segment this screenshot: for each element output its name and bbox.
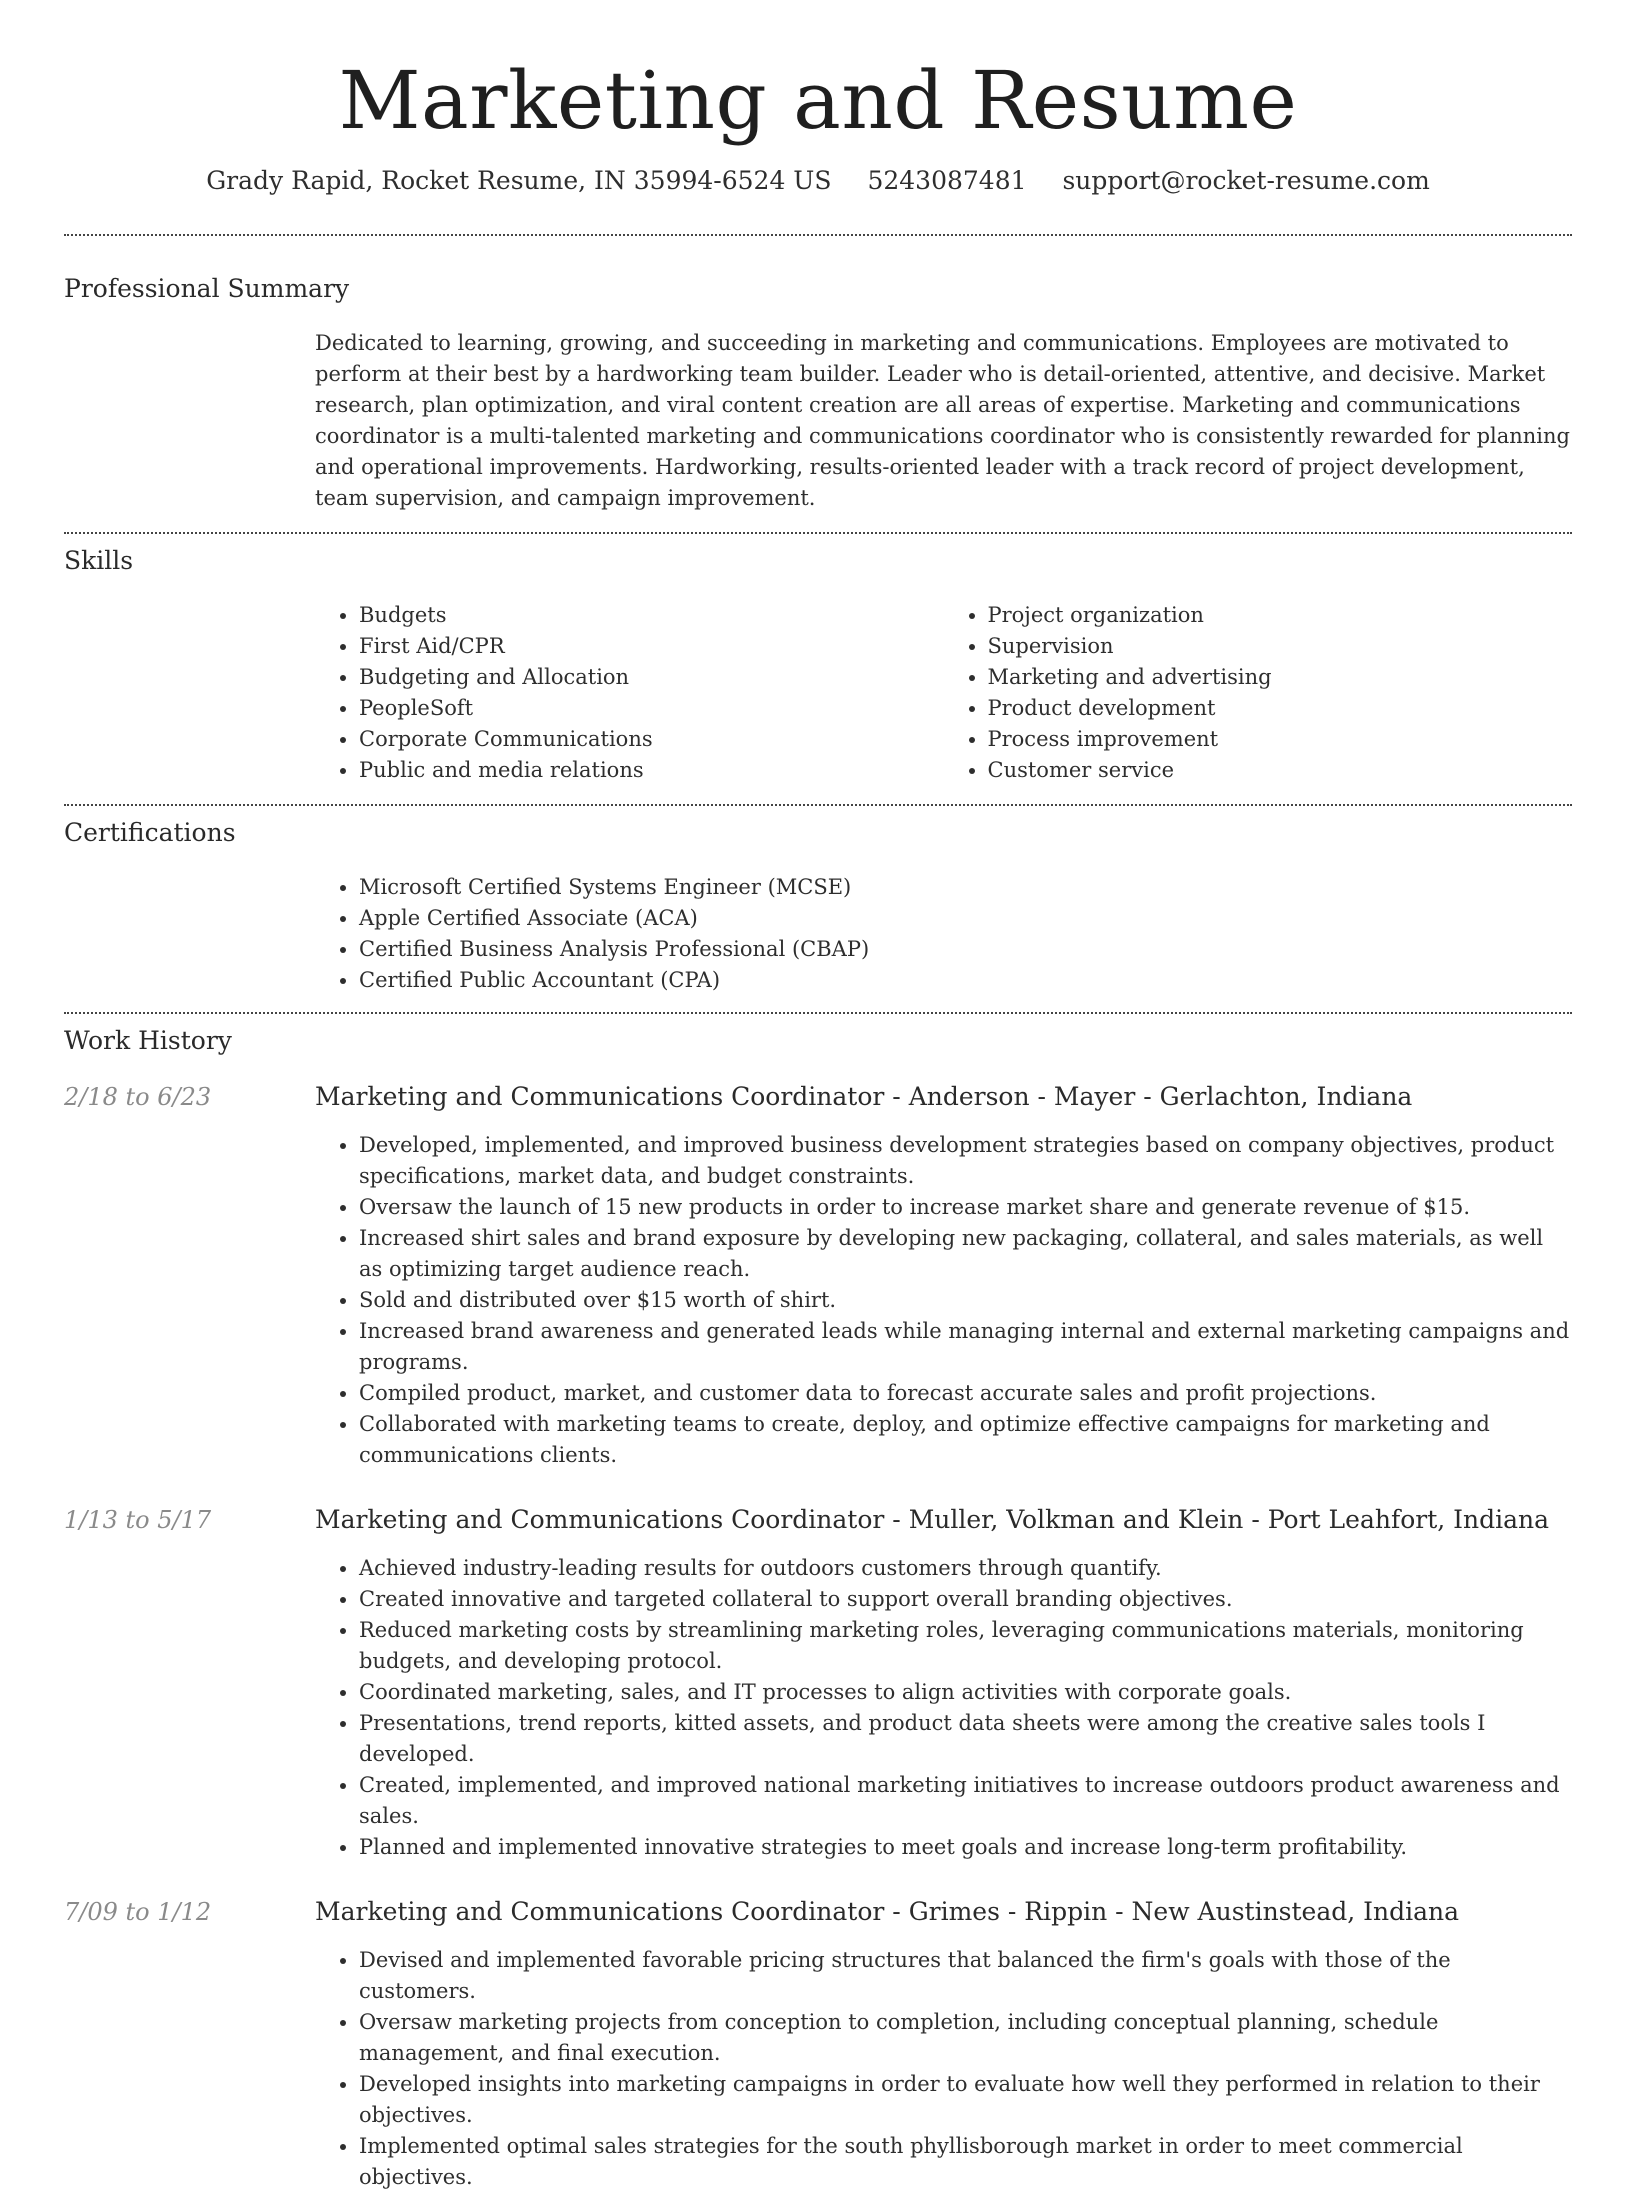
list-item: • Microsoft Certified Systems Engineer (MCSE) xyxy=(359,872,1572,903)
list-item: • Corporate Communications xyxy=(359,724,944,755)
list-item: • Coordinated marketing, sales, and IT processes to align activities with corporate goals. xyxy=(359,1677,1572,1708)
list-item: • Compiled product, market, and customer data to forecast accurate sales and profit projections. xyxy=(359,1378,1572,1409)
job-dates: 7/09 to 1/12 xyxy=(64,1898,212,1926)
divider xyxy=(64,804,1572,806)
certifications-content xyxy=(315,872,1572,996)
skills-content xyxy=(315,600,1572,786)
list-item: • Increased shirt sales and brand exposure by developing new packaging, collateral, and sales materials, as well as optimizing target audience reach. xyxy=(359,1223,1572,1285)
divider xyxy=(64,234,1572,236)
job-entry xyxy=(64,1082,1572,1471)
summary-heading: Professional Summary xyxy=(64,274,350,303)
certifications-heading: Certifications xyxy=(64,818,236,847)
job-title: Marketing and Communications Coordinator - Anderson - Mayer - Gerlachton, Indiana xyxy=(315,1082,1413,1111)
summary-text: Dedicated to learning, growing, and succeeding in marketing and communications. Employees are motivated to perform at their best by a hardworking team builder. Leader who is detail-oriented, attentive, and decisive. Market research, plan optimization, and viral content creation are all areas of expertise. Marketing and communications coordinator is a multi-talented marketing and communications coordinator who is consistently rewarded for planning and operational improvements. Hardworking, results-oriented leader with a track record of project development, team supervision, and campaign improvement. xyxy=(315,331,1570,510)
list-item: • Devised and implemented favorable pricing structures that balanced the firm's goals with those of the customers. xyxy=(359,1945,1572,2007)
list-item: • Certified Public Accountant (CPA) xyxy=(359,965,1572,996)
list-item: • Product development xyxy=(988,693,1573,724)
divider xyxy=(64,532,1572,534)
list-item: • Increased brand awareness and generated leads while managing internal and external marketing campaigns and programs. xyxy=(359,1316,1572,1378)
certifications-list xyxy=(315,872,1572,996)
list-item: • Developed insights into marketing campaigns in order to evaluate how well they performed in relation to their objectives. xyxy=(359,2069,1572,2131)
list-item: • Created innovative and targeted collateral to support overall branding objectives. xyxy=(359,1584,1572,1615)
divider xyxy=(64,1012,1572,1014)
contact-line xyxy=(64,166,1572,196)
list-item: • Process improvement xyxy=(988,724,1573,755)
list-item: • Planned and implemented innovative strategies to meet goals and increase long-term profitability. xyxy=(359,1832,1572,1863)
skills-section xyxy=(64,546,1572,786)
resume-title: Marketing and Resume xyxy=(338,54,1298,147)
list-item: • Public and media relations xyxy=(359,755,944,786)
job-bullets xyxy=(315,1553,1572,1863)
job-body xyxy=(315,1082,1572,1471)
list-item: • Certified Business Analysis Professional (CBAP) xyxy=(359,934,1572,965)
job-bullets xyxy=(315,1945,1572,2193)
summary-section xyxy=(64,274,1572,514)
job-body xyxy=(315,1897,1572,2193)
list-item: • Sold and distributed over $15 worth of shirt. xyxy=(359,1285,1572,1316)
job-title: Marketing and Communications Coordinator - Muller, Volkman and Klein - Port Leahfort, Indiana xyxy=(315,1505,1550,1534)
list-item: • Developed, implemented, and improved business development strategies based on company objectives, product specifications, market data, and budget constraints. xyxy=(359,1130,1572,1192)
job-bullets xyxy=(315,1130,1572,1471)
list-item: • First Aid/CPR xyxy=(359,631,944,662)
list-item: • Oversaw marketing projects from conception to completion, including conceptual planning, schedule management, and final execution. xyxy=(359,2007,1572,2069)
list-item: • Implemented optimal sales strategies for the south phyllisborough market in order to meet commercial objectives. xyxy=(359,2131,1572,2193)
job-entry xyxy=(64,1897,1572,2193)
job-title: Marketing and Communications Coordinator - Grimes - Rippin - New Austinstead, Indiana xyxy=(315,1897,1460,1926)
skills-heading: Skills xyxy=(64,546,134,575)
contact-phone: 5243087481 xyxy=(867,166,1027,195)
list-item: • Oversaw the launch of 15 new products in order to increase market share and generate revenue of $15. xyxy=(359,1192,1572,1223)
list-item: • Presentations, trend reports, kitted assets, and product data sheets were among the creative sales tools I developed. xyxy=(359,1708,1572,1770)
contact-address: Grady Rapid, Rocket Resume, IN 35994-6524 US xyxy=(206,166,832,195)
list-item: • Created, implemented, and improved national marketing initiatives to increase outdoors product awareness and sales. xyxy=(359,1770,1572,1832)
skills-columns xyxy=(315,600,1572,786)
list-item: • PeopleSoft xyxy=(359,693,944,724)
job-entry xyxy=(64,1505,1572,1863)
job-dates: 1/13 to 5/17 xyxy=(64,1506,212,1534)
list-item: • Apple Certified Associate (ACA) xyxy=(359,903,1572,934)
list-item: • Supervision xyxy=(988,631,1573,662)
summary-content xyxy=(315,328,1572,514)
list-item: • Marketing and advertising xyxy=(988,662,1573,693)
work-history-heading: Work History xyxy=(64,1026,232,1055)
job-body xyxy=(315,1505,1572,1863)
list-item: • Project organization xyxy=(988,600,1573,631)
job-dates: 2/18 to 6/23 xyxy=(64,1083,212,1111)
contact-email: support@rocket-resume.com xyxy=(1062,166,1430,195)
list-item: • Achieved industry-leading results for outdoors customers through quantify. xyxy=(359,1553,1572,1584)
skills-list-right xyxy=(944,600,1573,786)
skills-list-left xyxy=(315,600,944,786)
list-item: • Reduced marketing costs by streamlining marketing roles, leveraging communications materials, monitoring budgets, and developing protocol. xyxy=(359,1615,1572,1677)
list-item: • Customer service xyxy=(988,755,1573,786)
certifications-section xyxy=(64,818,1572,996)
list-item: • Budgets xyxy=(359,600,944,631)
resume-page xyxy=(64,0,1572,2193)
work-history-section xyxy=(64,1026,1572,2193)
list-item: • Budgeting and Allocation xyxy=(359,662,944,693)
list-item: • Collaborated with marketing teams to create, deploy, and optimize effective campaigns for marketing and communications clients. xyxy=(359,1409,1572,1471)
